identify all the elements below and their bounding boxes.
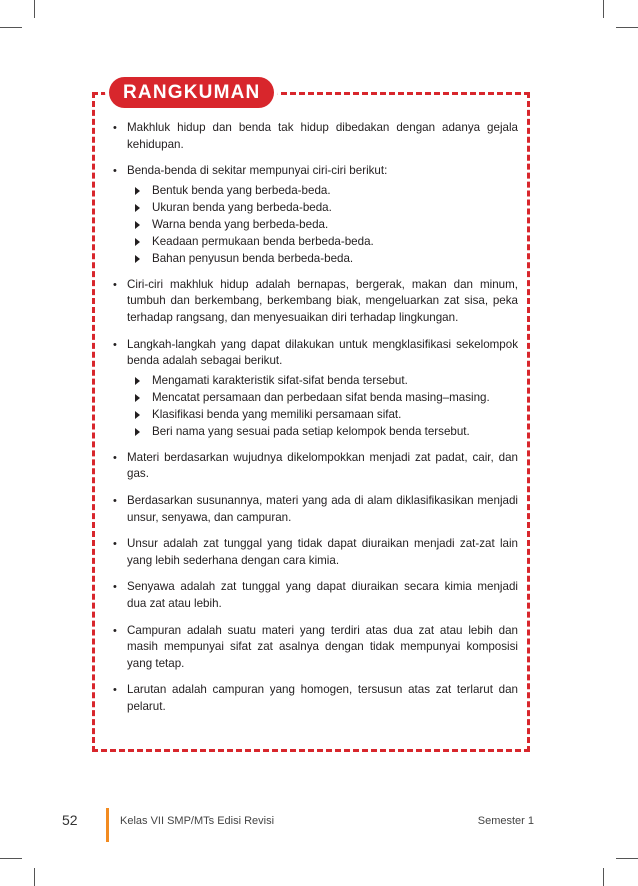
sub-list-item: Mencatat persamaan dan perbedaan sifat benda masing–masing. [127,389,518,406]
list-item [113,450,518,483]
sub-list-item: Ukuran benda yang berbeda-beda. [127,199,518,216]
bullet-icon: • [113,538,117,551]
list-item [113,120,518,153]
arrow-right-icon [135,187,140,195]
arrow-right-icon [135,428,140,436]
arrow-right-icon [135,221,140,229]
item-text: Benda-benda di sekitar mempunyai ciri-ciri berikut: [127,164,388,178]
crop-mark [603,0,604,18]
item-text: Larutan adalah campuran yang homogen, tersusun atas zat terlarut dan pelarut. [127,683,518,713]
bullet-icon: • [113,165,117,178]
item-text: Ciri-ciri makhluk hidup adalah bernapas, bergerak, makan dan minum, tumbuh dan berkembang, berkembang biak, mengeluarkan zat sisa, peka terhadap rangsang, dan menyesuaikan diri terhadap lingkungan. [127,277,518,324]
bullet-icon: • [113,684,117,697]
item-text: Materi berdasarkan wujudnya dikelompokkan menjadi zat padat, cair, dan gas. [127,450,518,481]
sub-list [127,372,518,440]
crop-mark [616,27,638,28]
sub-list [127,182,518,267]
footer-divider [106,808,109,842]
crop-mark [0,27,22,28]
bullet-icon: • [113,122,117,134]
arrow-right-icon [135,377,140,385]
sub-list-item: Mengamati karakteristik sifat-sifat benda tersebut. [127,372,518,389]
list-item [113,277,518,327]
page-footer [0,808,638,838]
book-title: Kelas VII SMP/MTs Edisi Revisi [120,815,275,827]
section-heading: RANGKUMAN [109,77,274,108]
bullet-icon: • [113,581,117,594]
list-item [113,493,518,526]
arrow-right-icon [135,238,140,246]
item-text: Langkah-langkah yang dapat dilakukan untuk mengklasifikasi sekelompok benda adalah sebagai berikut. [127,337,518,368]
crop-mark [34,0,35,18]
item-text: Unsur adalah zat tunggal yang tidak dapat diuraikan menjadi zat-zat lain yang lebih sederhana dengan cara kimia. [127,537,518,567]
arrow-right-icon [135,394,140,402]
crop-mark [616,858,638,859]
bullet-icon: • [113,451,117,464]
crop-mark [0,858,22,859]
sub-list-item: Bentuk benda yang berbeda-beda. [127,182,518,199]
sub-list-item: Bahan penyusun benda berbeda-beda. [127,250,518,267]
semester-label: Semester 1 [477,815,534,827]
list-item [113,682,518,715]
arrow-right-icon [135,411,140,419]
page-number: 52 [62,812,78,828]
item-text: Berdasarkan susunannya, materi yang ada di alam diklasifikasikan menjadi unsur, senyawa, dan campuran. [127,493,518,524]
item-text: Senyawa adalah zat tunggal yang dapat diuraikan secara kimia menjadi dua zat atau lebih. [127,580,518,610]
item-text: Makhluk hidup dan benda tak hidup dibedakan dengan adanya gejala kehidupan. [127,121,518,151]
arrow-right-icon [135,255,140,263]
item-text: Campuran adalah suatu materi yang terdiri atas dua zat atau lebih dan masih mempunyai sifat zat asalnya dengan tidak mempunyai komposisi yang tetap. [127,623,518,670]
crop-mark [34,868,35,886]
list-item [113,536,518,569]
bullet-icon: • [113,338,117,351]
arrow-right-icon [135,204,140,212]
sub-list-item: Warna benda yang berbeda-beda. [127,216,518,233]
sub-list-item: Keadaan permukaan benda berbeda-beda. [127,233,518,250]
list-item [113,163,518,267]
list-item [113,337,518,440]
crop-mark [603,868,604,886]
list-item [113,623,518,673]
bullet-icon: • [113,494,117,507]
list-item [113,579,518,612]
bullet-icon: • [113,624,117,637]
sub-list-item: Klasifikasi benda yang memiliki persamaan sifat. [127,406,518,423]
sub-list-item: Beri nama yang sesuai pada setiap kelompok benda tersebut. [127,423,518,440]
summary-list [113,120,518,725]
bullet-icon: • [113,278,117,291]
